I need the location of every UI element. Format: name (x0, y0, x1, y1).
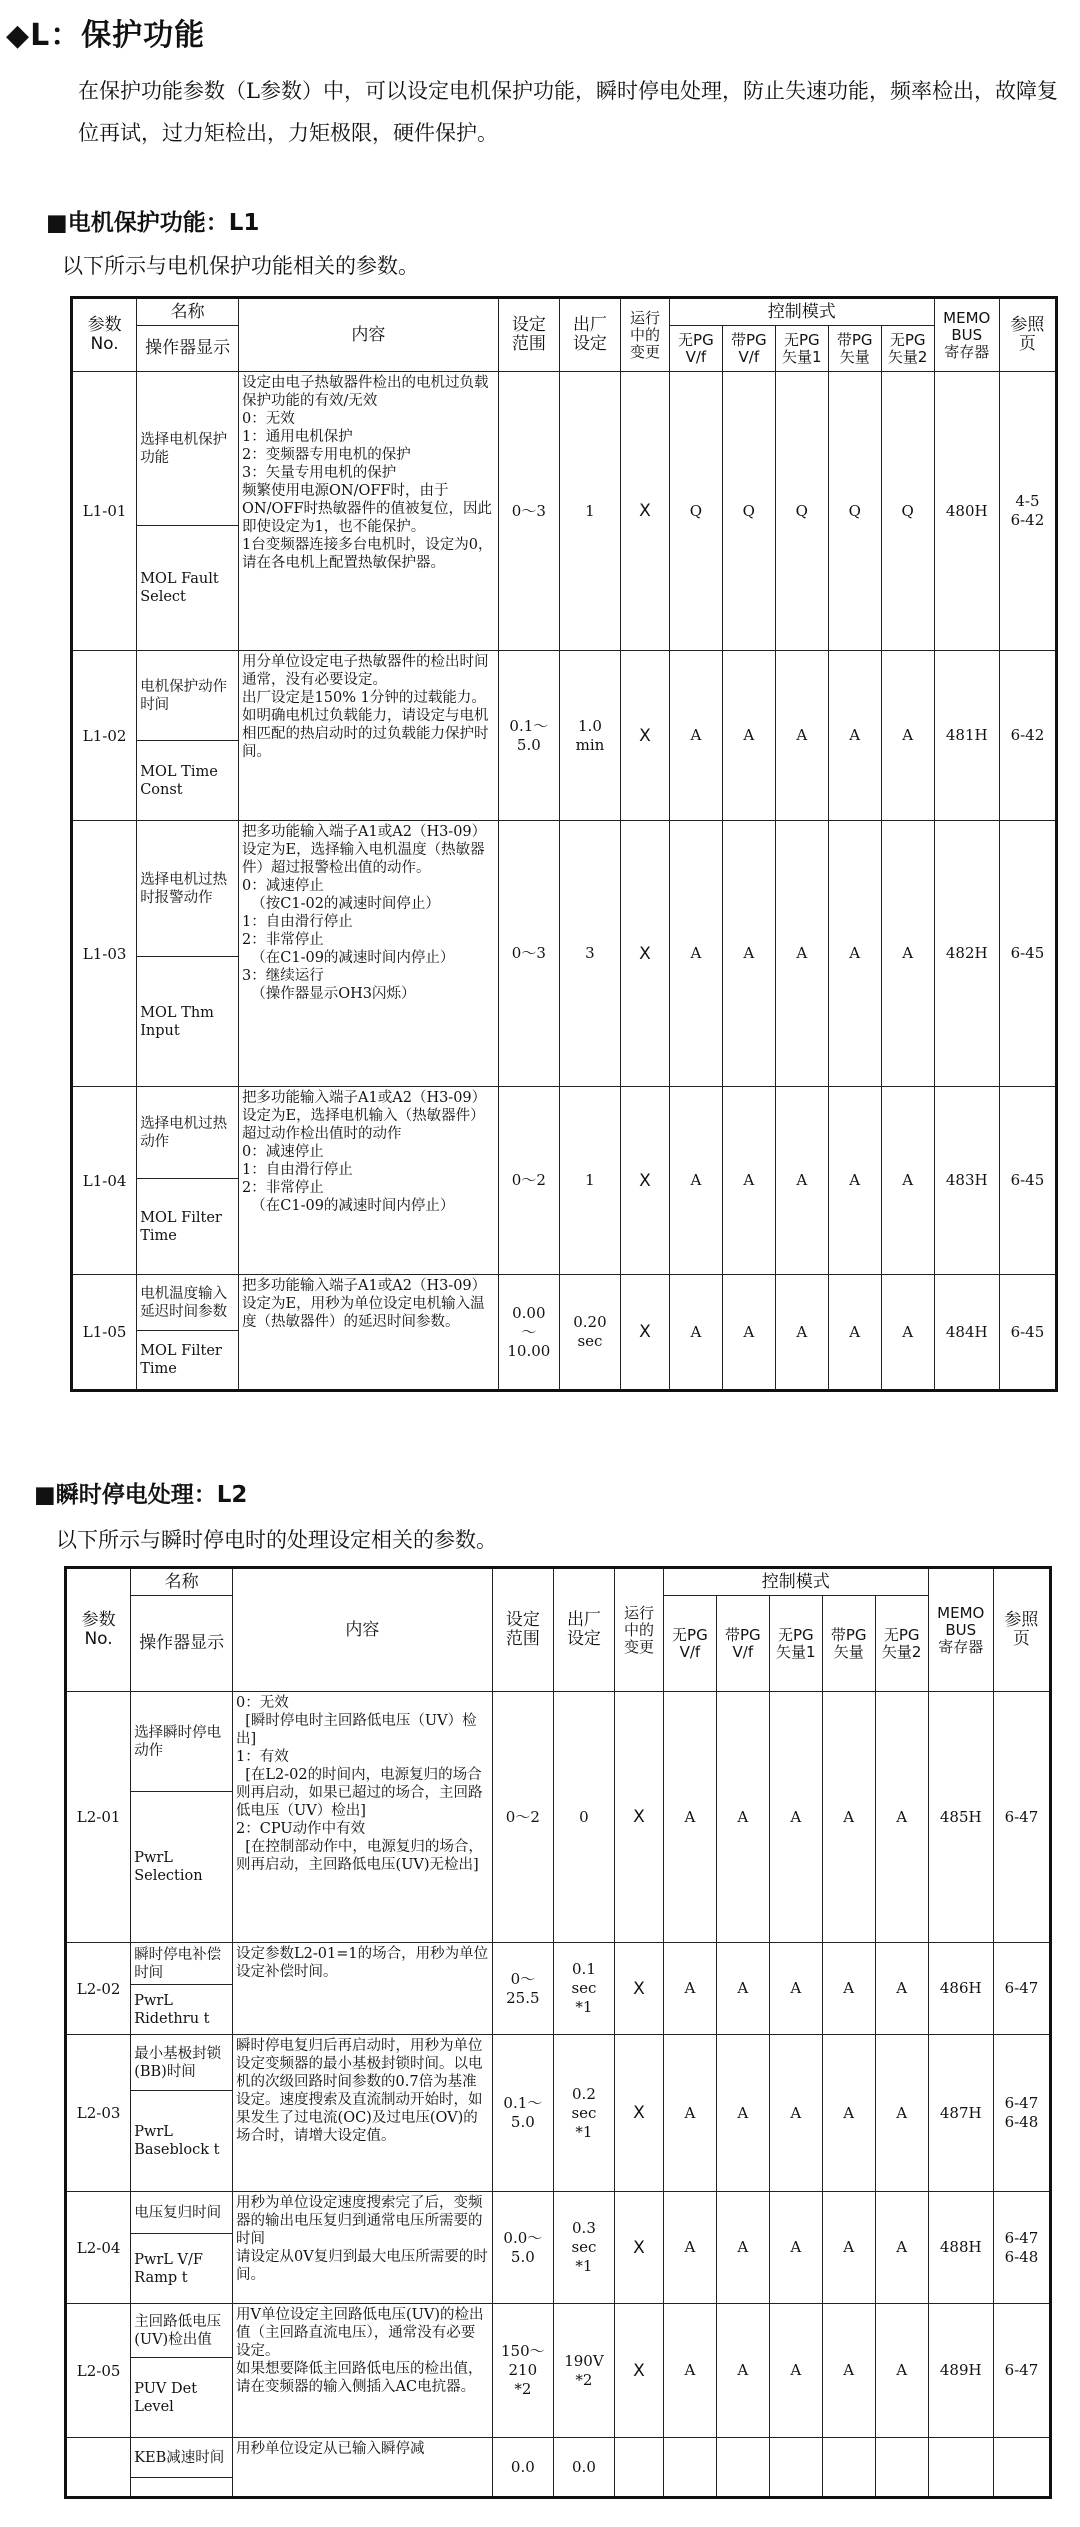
param-content: 设定参数L2-01=1的场合，用秒为单位设定补偿时间。 (233, 1943, 493, 2035)
param-name: 选择电机保护功能 (137, 372, 239, 526)
param-mode-4: A (881, 651, 934, 821)
param-mode-4: A (875, 1943, 928, 2035)
header-name: 名称 (137, 298, 239, 326)
table-row (66, 2438, 1051, 2478)
param-range: 0.1～ 5.0 (492, 2035, 553, 2192)
header-param-no: 参数 No. (66, 1568, 131, 1692)
param-ref-page: 6-47 (993, 1692, 1050, 1943)
param-no: L1-02 (72, 651, 137, 821)
header-range: 设定 范围 (498, 298, 559, 372)
param-no: L2-03 (66, 2035, 131, 2192)
param-default: 1 (559, 372, 620, 651)
param-mode-2: A (769, 1692, 822, 1943)
param-no: L1-05 (72, 1275, 137, 1391)
param-memobus-register (928, 2438, 993, 2498)
param-range: 0～ 25.5 (492, 1943, 553, 2035)
param-mode-2: A (769, 1943, 822, 2035)
param-content: 0：无效 [瞬时停电时主回路低电压（UV）检出] 1：有效 [在L2-02的时间内，电源复归的场合则再启动，如果已超过的场合，主回路低电压（UV）检出] 2：CPU动作中有效 [在控制部动作中，电源复归的场合，则再启动，主回路低电压(UV)无检出] (233, 1692, 493, 1943)
param-ref-page: 6-47 (993, 1943, 1050, 2035)
param-content: 用分单位设定电子热敏器件的检出时间 通常，没有必要设定。 出厂设定是150% 1分钟的过载能力。 如明确电机过负载能力，请设定与电机相匹配的热启动时的过负载能力保护时间。 (239, 651, 499, 821)
param-mode-0: A (663, 1943, 716, 2035)
header-name: 名称 (131, 1568, 233, 1596)
param-mode-2: A (775, 1087, 828, 1275)
param-range: 0.00 ～ 10.00 (498, 1275, 559, 1391)
param-ref-page: 6-42 (999, 651, 1056, 821)
param-op-display: PwrL Ridethru t (131, 1985, 233, 2035)
param-mode-3: A (822, 1692, 875, 1943)
param-mode-2: A (775, 651, 828, 821)
param-memobus-register: 484H (934, 1275, 999, 1391)
param-no: L2-04 (66, 2192, 131, 2304)
param-memobus-register: 486H (928, 1943, 993, 2035)
param-mode-1: A (722, 651, 775, 821)
header-mode-0: 无PG V/f (669, 326, 722, 372)
param-default: 1.0 min (559, 651, 620, 821)
param-run-change: X (621, 821, 670, 1087)
param-op-display (131, 2478, 233, 2498)
param-range: 0.1～ 5.0 (498, 651, 559, 821)
param-mode-0: A (663, 2035, 716, 2192)
header-range: 设定 范围 (492, 1568, 553, 1692)
param-mode-3: A (822, 2192, 875, 2304)
param-mode-4: A (881, 1275, 934, 1391)
param-mode-1: A (716, 1692, 769, 1943)
header-ref-page: 参照 页 (999, 298, 1056, 372)
param-name: 电机保护动作时间 (137, 651, 239, 741)
param-default: 0.1 sec *1 (553, 1943, 614, 2035)
param-mode-4: A (875, 2035, 928, 2192)
table-row (66, 2192, 1051, 2234)
param-mode-3: A (828, 1087, 881, 1275)
param-ref-page: 6-45 (999, 1275, 1056, 1391)
param-default: 0.2 sec *1 (553, 2035, 614, 2192)
param-range: 0～3 (498, 821, 559, 1087)
header-mode-3: 带PG 矢量 (822, 1596, 875, 1692)
header-mode-4: 无PG 矢量2 (875, 1596, 928, 1692)
param-memobus-register: 483H (934, 1087, 999, 1275)
param-default: 190V *2 (553, 2304, 614, 2438)
param-run-change: X (621, 1087, 670, 1275)
param-op-display: MOL Time Const (137, 741, 239, 821)
param-default: 0.20 sec (559, 1275, 620, 1391)
param-mode-2: A (769, 2035, 822, 2192)
param-run-change: X (615, 2192, 664, 2304)
param-range: 0～2 (498, 1087, 559, 1275)
param-name: 最小基极封锁(BB)时间 (131, 2035, 233, 2091)
param-mode-3 (822, 2438, 875, 2498)
param-name: 主回路低电压(UV)检出值 (131, 2304, 233, 2358)
param-mode-0: A (663, 2304, 716, 2438)
param-mode-1 (716, 2438, 769, 2498)
param-mode-1: A (716, 2035, 769, 2192)
header-control-mode: 控制模式 (663, 1568, 928, 1596)
header-run-change: 运行 中的 变更 (615, 1568, 664, 1692)
section-title-l2: ■瞬时停电处理：L2 (34, 1482, 248, 1508)
param-run-change (615, 2438, 664, 2498)
param-mode-4: A (875, 2192, 928, 2304)
header-op-display: 操作器显示 (137, 326, 239, 372)
header-memobus: MEMO BUS 寄存器 (934, 298, 999, 372)
param-mode-2: A (775, 821, 828, 1087)
param-no: L1-04 (72, 1087, 137, 1275)
param-content: 把多功能输入端子A1或A2（H3-09）设定为E，选择电机输入（热敏器件）超过动作检出值时的动作 0：减速停止 1：自由滑行停止 2：非常停止 （在C1-09的减速时间内停止） (239, 1087, 499, 1275)
table-row (72, 821, 1057, 957)
param-default: 1 (559, 1087, 620, 1275)
parameter-table-l2 (64, 1566, 1052, 2499)
table-row (66, 2304, 1051, 2358)
param-range: 0.0～ 5.0 (492, 2192, 553, 2304)
table-row (72, 372, 1057, 526)
param-op-display: MOL Filter Time (137, 1179, 239, 1275)
param-ref-page: 6-47 6-48 (993, 2035, 1050, 2192)
param-memobus-register: 489H (928, 2304, 993, 2438)
param-mode-4: A (881, 1087, 934, 1275)
param-mode-1: A (722, 1275, 775, 1391)
param-run-change: X (621, 651, 670, 821)
header-content: 内容 (239, 298, 499, 372)
param-default: 0.3 sec *1 (553, 2192, 614, 2304)
param-no: L1-01 (72, 372, 137, 651)
section-subtitle-l2: 以下所示与瞬时停电时的处理设定相关的参数。 (56, 1528, 497, 1552)
param-mode-1: A (722, 1087, 775, 1275)
param-op-display: PUV Det Level (131, 2358, 233, 2438)
intro-paragraph: 在保护功能参数（L参数）中，可以设定电机保护功能，瞬时停电处理，防止失速功能，频率检出，故障复位再试，过力矩检出，力矩极限，硬件保护。 (78, 79, 1058, 145)
param-no: L2-05 (66, 2304, 131, 2438)
page-title: ◆L：保护功能 (6, 18, 206, 53)
param-ref-page: 6-47 6-48 (993, 2192, 1050, 2304)
param-op-display: PwrL Selection (131, 1792, 233, 1943)
param-mode-3: A (822, 1943, 875, 2035)
param-mode-1: A (716, 2192, 769, 2304)
header-param-no: 参数 No. (72, 298, 137, 372)
param-run-change: X (615, 1692, 664, 1943)
param-range: 150～ 210 *2 (492, 2304, 553, 2438)
param-run-change: X (615, 2035, 664, 2192)
param-no: L2-02 (66, 1943, 131, 2035)
param-memobus-register: 488H (928, 2192, 993, 2304)
param-ref-page: 6-45 (999, 1087, 1056, 1275)
param-mode-0: A (663, 1692, 716, 1943)
param-mode-0: A (669, 821, 722, 1087)
header-default: 出厂 设定 (559, 298, 620, 372)
param-mode-1: A (722, 821, 775, 1087)
param-default: 0 (553, 1692, 614, 1943)
param-mode-4 (875, 2438, 928, 2498)
header-run-change: 运行 中的 变更 (621, 298, 670, 372)
param-mode-0: A (669, 651, 722, 821)
param-op-display: PwrL Baseblock t (131, 2091, 233, 2192)
param-memobus-register: 487H (928, 2035, 993, 2192)
param-content: 用秒单位设定从已输入瞬停减 (233, 2438, 493, 2498)
param-mode-0: A (669, 1275, 722, 1391)
param-memobus-register: 481H (934, 651, 999, 821)
header-mode-2: 无PG 矢量1 (775, 326, 828, 372)
param-mode-4: A (875, 1692, 928, 1943)
param-no: L2-01 (66, 1692, 131, 1943)
param-mode-3: Q (828, 372, 881, 651)
param-run-change: X (621, 372, 670, 651)
param-mode-4: A (881, 821, 934, 1087)
param-content: 用V单位设定主回路低电压(UV)的检出值（主回路直流电压），通常没有必要设定。 如果想要降低主回路低电压的检出值，请在变频器的输入侧插入AC电抗器。 (233, 2304, 493, 2438)
param-mode-1: A (716, 2304, 769, 2438)
param-run-change: X (621, 1275, 670, 1391)
param-mode-3: A (828, 651, 881, 821)
param-mode-2: A (775, 1275, 828, 1391)
section-subtitle-l1: 以下所示与电机保护功能相关的参数。 (62, 254, 419, 278)
param-memobus-register: 482H (934, 821, 999, 1087)
param-content: 设定由电子热敏器件检出的电机过负载保护功能的有效/无效 0：无效 1：通用电机保护 2：变频器专用电机的保护 3：矢量专用电机的保护 频繁使用电源ON/OFF时，由于ON/OFF时热敏器件的值被复位，因此即使设定为1，也不能保护。 1台变频器连接多台电机时，设定为0，请在各电机上配置热敏保护器。 (239, 372, 499, 651)
param-mode-3: A (822, 2035, 875, 2192)
param-run-change: X (615, 2304, 664, 2438)
param-mode-3: A (822, 2304, 875, 2438)
header-mode-2: 无PG 矢量1 (769, 1596, 822, 1692)
parameter-table-l1 (70, 296, 1058, 1392)
header-ref-page: 参照 页 (993, 1568, 1050, 1692)
param-mode-1: A (716, 1943, 769, 2035)
param-op-display: MOL Fault Select (137, 526, 239, 651)
param-name: 选择电机过热动作 (137, 1087, 239, 1179)
param-mode-0: Q (669, 372, 722, 651)
param-range: 0～3 (498, 372, 559, 651)
table-row (66, 1943, 1051, 1985)
param-mode-2: A (769, 2304, 822, 2438)
param-mode-0: A (669, 1087, 722, 1275)
param-mode-2: Q (775, 372, 828, 651)
header-memobus: MEMO BUS 寄存器 (928, 1568, 993, 1692)
param-name: 电压复归时间 (131, 2192, 233, 2234)
param-name: 瞬时停电补偿时间 (131, 1943, 233, 1985)
param-default: 3 (559, 821, 620, 1087)
param-default: 0.0 (553, 2438, 614, 2498)
table-row (72, 651, 1057, 741)
param-op-display: MOL Thm Input (137, 957, 239, 1087)
param-memobus-register: 480H (934, 372, 999, 651)
header-content: 内容 (233, 1568, 493, 1692)
table-row (72, 1275, 1057, 1331)
param-ref-page: 6-45 (999, 821, 1056, 1087)
header-mode-1: 带PG V/f (722, 326, 775, 372)
header-default: 出厂 设定 (553, 1568, 614, 1692)
param-content: 把多功能输入端子A1或A2（H3-09）设定为E，选择输入电机温度（热敏器件）超过报警检出值的动作。 0：减速停止 （按C1-02的减速时间停止） 1：自由滑行停止 2：非常停止 （在C1-09的减速时间内停止） 3：继续运行 （操作器显示OH3闪烁） (239, 821, 499, 1087)
table-row (72, 1087, 1057, 1179)
param-range: 0.0 (492, 2438, 553, 2498)
param-name: 电机温度输入延迟时间参数 (137, 1275, 239, 1331)
param-no: L1-03 (72, 821, 137, 1087)
param-mode-4: A (875, 2304, 928, 2438)
param-mode-3: A (828, 1275, 881, 1391)
param-name: 选择电机过热时报警动作 (137, 821, 239, 957)
header-control-mode: 控制模式 (669, 298, 934, 326)
param-content: 把多功能输入端子A1或A2（H3-09）设定为E，用秒为单位设定电机输入温度（热敏器件）的延迟时间参数。 (239, 1275, 499, 1391)
table-row (66, 1692, 1051, 1792)
param-mode-1: Q (722, 372, 775, 651)
param-mode-4: Q (881, 372, 934, 651)
param-memobus-register: 485H (928, 1692, 993, 1943)
header-op-display: 操作器显示 (131, 1596, 233, 1692)
param-content: 瞬时停电复归后再启动时，用秒为单位设定变频器的最小基极封锁时间。以电机的次级回路时间参数的0.7倍为基准设定。速度搜索及直流制动开始时，如果发生了过电流(OC)及过电压(OV)的场合时，请增大设定值。 (233, 2035, 493, 2192)
header-mode-0: 无PG V/f (663, 1596, 716, 1692)
param-name: 选择瞬时停电动作 (131, 1692, 233, 1792)
param-ref-page (993, 2438, 1050, 2498)
param-content: 用秒为单位设定速度搜索完了后，变频器的输出电压复归到通常电压所需要的时间 请设定从0V复归到最大电压所需要的时间。 (233, 2192, 493, 2304)
param-op-display: PwrL V/F Ramp t (131, 2234, 233, 2304)
param-name: KEB减速时间 (131, 2438, 233, 2478)
param-ref-page: 4-5 6-42 (999, 372, 1056, 651)
param-range: 0～2 (492, 1692, 553, 1943)
table-row (66, 2035, 1051, 2091)
param-mode-3: A (828, 821, 881, 1087)
param-ref-page: 6-47 (993, 2304, 1050, 2438)
header-mode-4: 无PG 矢量2 (881, 326, 934, 372)
header-mode-3: 带PG 矢量 (828, 326, 881, 372)
param-mode-2 (769, 2438, 822, 2498)
param-op-display: MOL Filter Time (137, 1331, 239, 1391)
param-no (66, 2438, 131, 2498)
param-mode-0: A (663, 2192, 716, 2304)
param-mode-2: A (769, 2192, 822, 2304)
header-mode-1: 带PG V/f (716, 1596, 769, 1692)
param-run-change: X (615, 1943, 664, 2035)
section-title-l1: ■电机保护功能：L1 (46, 210, 260, 236)
param-mode-0 (663, 2438, 716, 2498)
